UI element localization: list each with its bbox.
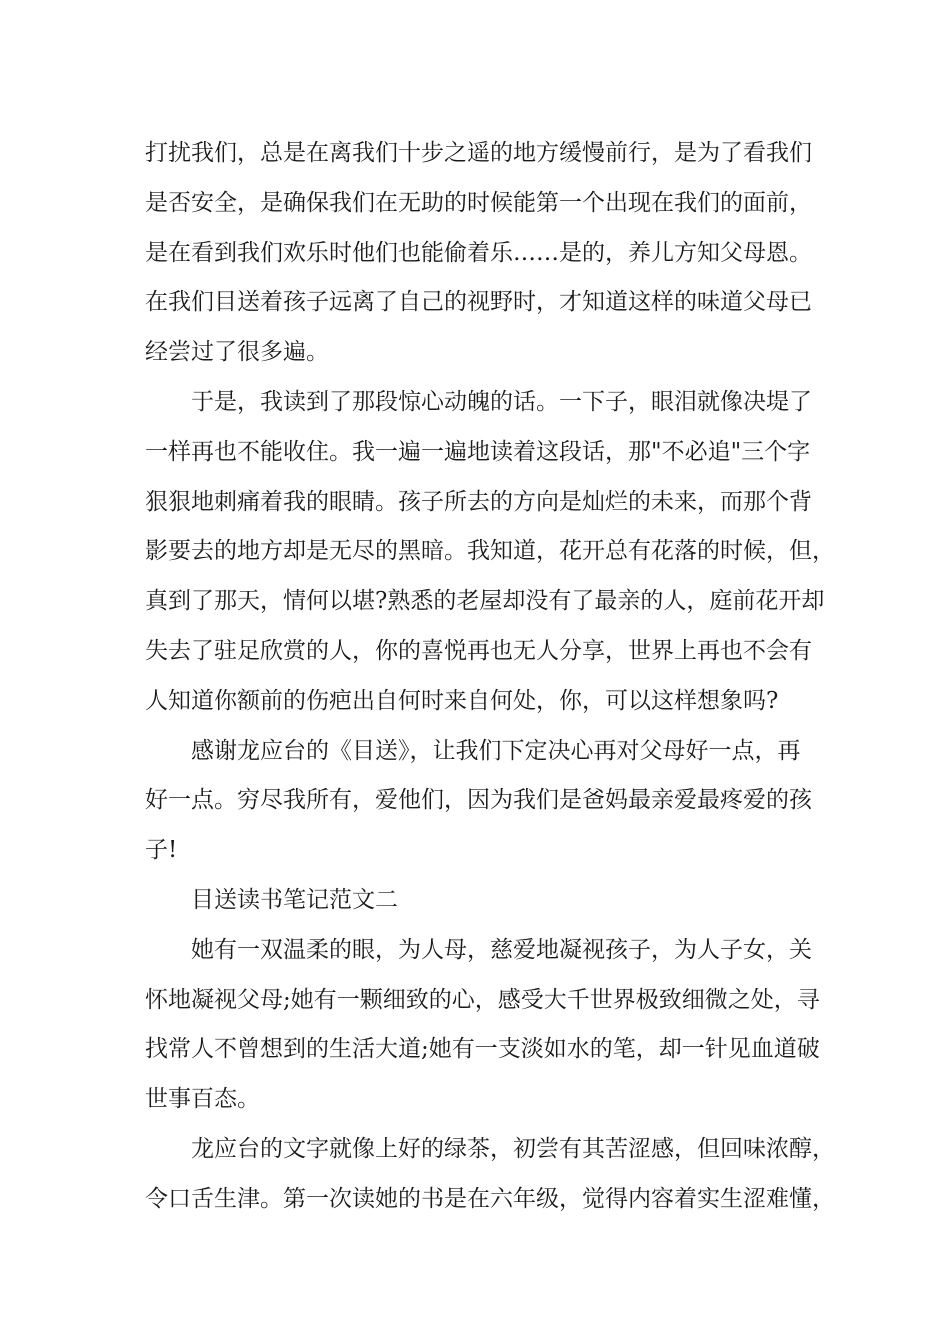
text-line: 世事百态。 [145,1086,260,1113]
text-line: 影要去的地方却是无尽的黑暗。我知道，花开总有花落的时候，但， [145,538,835,565]
text-line: 经尝过了很多遍。 [145,339,329,366]
body-text [145,129,835,1225]
text-line: 好一点。穷尽我所有，爱他们，因为我们是爸妈最亲爱最疼爱的孩 [145,787,812,814]
text-line: 怀地凝视父母;她有一颗细致的心，感受大千世界极致细微之处，寻 [145,986,820,1013]
text-line: 是否安全，是确保我们在无助的时候能第一个出现在我们的面前， [145,189,812,216]
text-line: 真到了那天，情何以堪?熟悉的老屋却没有了最亲的人，庭前花开却 [145,588,825,615]
text-line: 找常人不曾想到的生活大道;她有一支淡如水的笔，却一针见血道破 [145,1036,820,1063]
text-line: 狠狠地刺痛着我的眼睛。孩子所去的方向是灿烂的未来，而那个背 [145,488,812,515]
text-line: 失去了驻足欣赏的人，你的喜悦再也无人分享，世界上再也不会有 [145,637,812,664]
text-line: 她有一双温柔的眼，为人母，慈爱地凝视孩子，为人子女，关 [191,936,812,963]
text-line: 人知道你额前的伤疤出自何时来自何处，你，可以这样想象吗? [145,687,779,714]
text-line: 令口舌生津。第一次读她的书是在六年级，觉得内容着实生涩难懂， [145,1185,835,1212]
text-line: 子! [145,837,178,864]
text-line: 是在看到我们欢乐时他们也能偷着乐……是的，养儿方知父母恩。 [145,239,812,266]
text-line: 在我们目送着孩子远离了自己的视野时，才知道这样的味道父母已 [145,289,812,316]
text-line: 于是，我读到了那段惊心动魄的话。一下子，眼泪就像决堤了 [191,388,812,415]
text-line: 龙应台的文字就像上好的绿茶，初尝有其苦涩感，但回味浓醇， [191,1135,835,1162]
text-line: 一样再也不能收住。我一遍一遍地读着这段话，那"不必追"三个字 [145,438,811,465]
text-line: 打扰我们，总是在离我们十步之遥的地方缓慢前行，是为了看我们 [145,140,812,166]
section-heading: 目送读书笔记范文二 [191,886,398,913]
text-line: 感谢龙应台的《目送》，让我们下定决心再对父母好一点，再 [191,737,801,764]
